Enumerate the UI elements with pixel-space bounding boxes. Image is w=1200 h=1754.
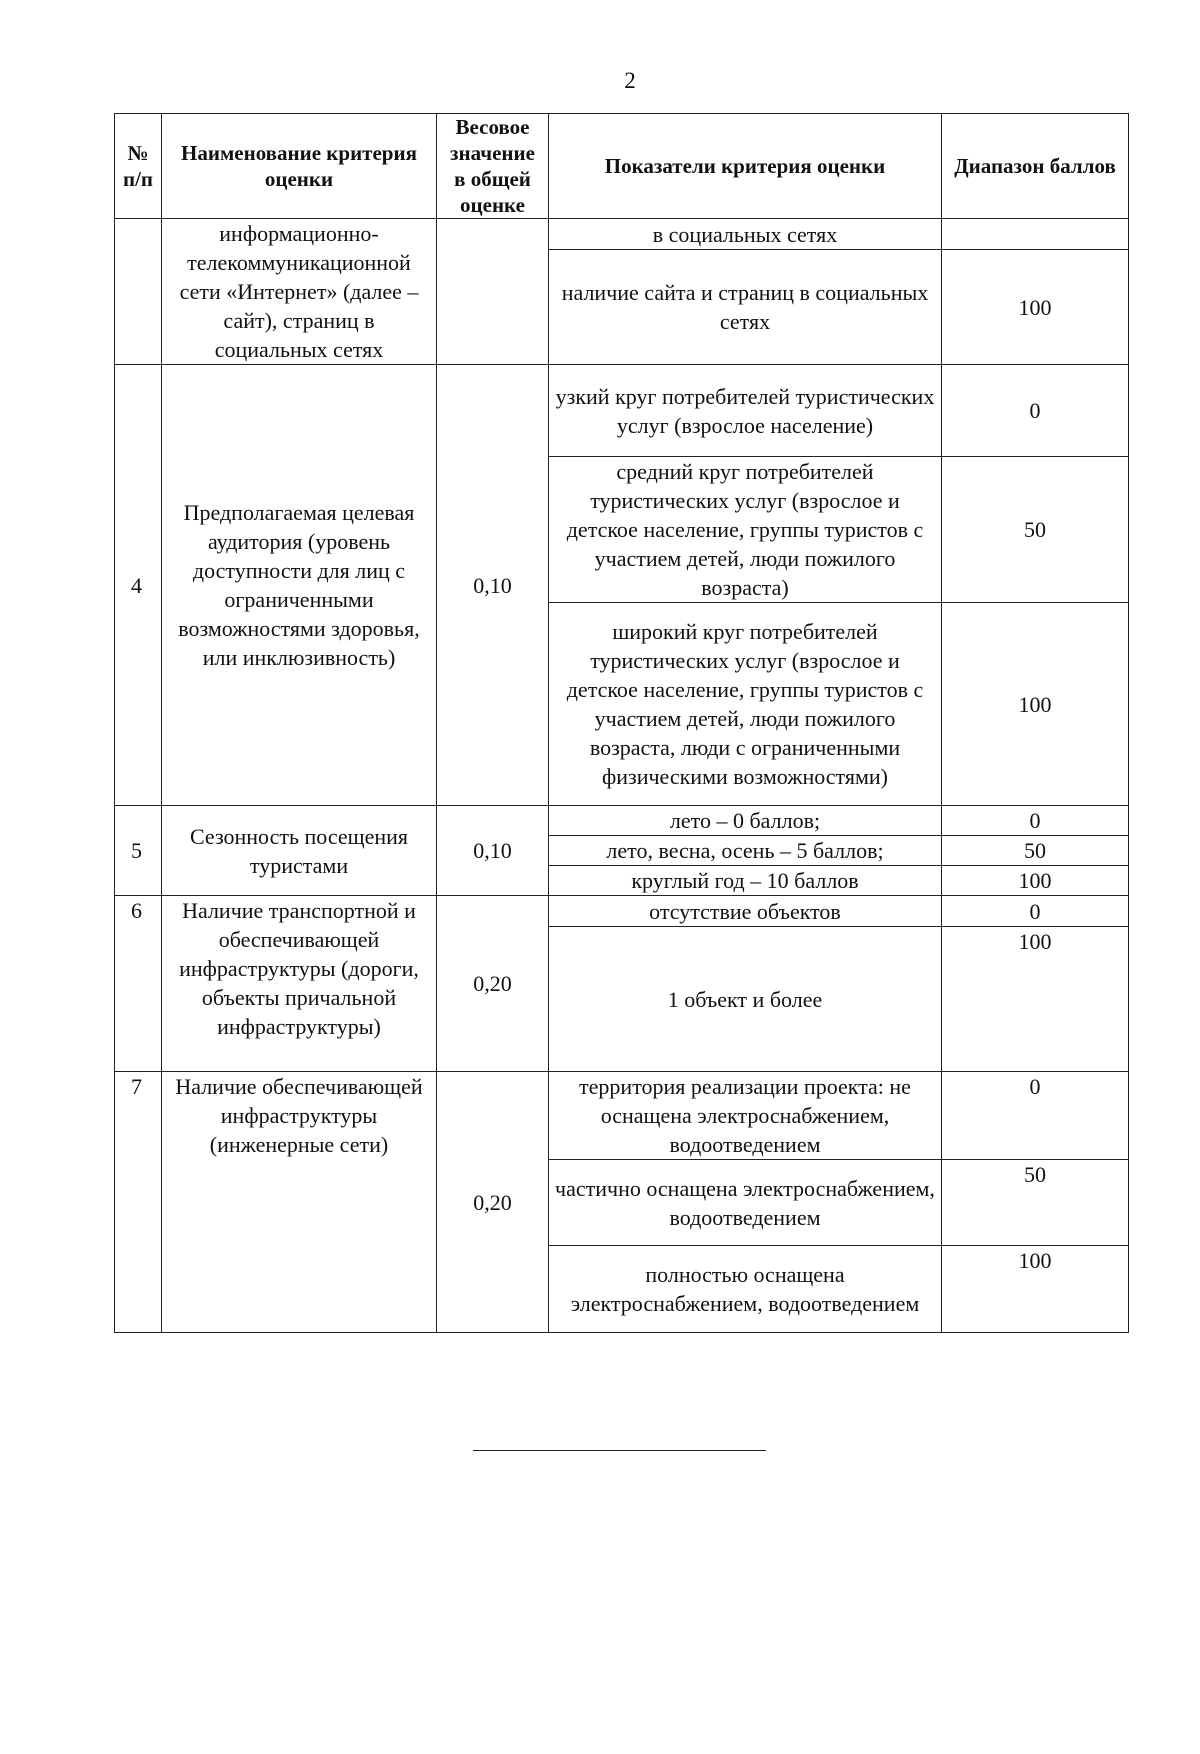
header-num: № п/п bbox=[115, 114, 162, 219]
row-4-score-1: 0 bbox=[942, 365, 1129, 457]
table-row bbox=[115, 806, 1129, 836]
row-5-weight: 0,10 bbox=[437, 806, 549, 896]
row-7-indicator-2: частично оснащена электроснабжением, водоотведением bbox=[549, 1160, 942, 1246]
row-5-indicator-1: лето – 0 баллов; bbox=[549, 806, 942, 836]
row-4-score-3: 100 bbox=[942, 603, 1129, 806]
row-cont-name: информационно-телекоммуникационной сети «Интернет» (далее – сайт), страниц в социальных сетях bbox=[162, 219, 437, 365]
criteria-table bbox=[114, 113, 1129, 1333]
header-indicators: Показатели критерия оценки bbox=[549, 114, 942, 219]
row-5-indicator-2: лето, весна, осень – 5 баллов; bbox=[549, 836, 942, 866]
table-row bbox=[115, 219, 1129, 250]
row-6-indicator-2: 1 объект и более bbox=[549, 927, 942, 1072]
row-5-score-2: 50 bbox=[942, 836, 1129, 866]
row-4-weight: 0,10 bbox=[437, 365, 549, 806]
row-5-indicator-3: круглый год – 10 баллов bbox=[549, 866, 942, 896]
row-cont-indicator-2: наличие сайта и страниц в социальных сетях bbox=[549, 250, 942, 365]
row-6-name: Наличие транспортной и обеспечивающей инфраструктуры (дороги, объекты причальной инфраструктуры) bbox=[162, 896, 437, 1072]
row-5-name: Сезонность посещения туристами bbox=[162, 806, 437, 896]
row-7-score-3: 100 bbox=[942, 1246, 1129, 1333]
table-row bbox=[115, 365, 1129, 457]
header-name: Наименование критерия оценки bbox=[162, 114, 437, 219]
row-5-num: 5 bbox=[115, 806, 162, 896]
row-4-num: 4 bbox=[115, 365, 162, 806]
header-range: Диапазон баллов bbox=[942, 114, 1129, 219]
row-7-score-1: 0 bbox=[942, 1072, 1129, 1160]
row-cont-indicator-1: в социальных сетях bbox=[549, 219, 942, 250]
table-header-row bbox=[115, 114, 1129, 219]
row-4-indicator-1: узкий круг потребителей туристических услуг (взрослое население) bbox=[549, 365, 942, 457]
row-7-score-2: 50 bbox=[942, 1160, 1129, 1246]
row-6-score-1: 0 bbox=[942, 896, 1129, 927]
row-7-weight: 0,20 bbox=[437, 1072, 549, 1333]
row-6-num: 6 bbox=[115, 896, 162, 1072]
row-cont-weight bbox=[437, 219, 549, 365]
row-5-score-3: 100 bbox=[942, 866, 1129, 896]
row-cont-num bbox=[115, 219, 162, 365]
row-5-score-1: 0 bbox=[942, 806, 1129, 836]
row-4-indicator-2: средний круг потребителей туристических услуг (взрослое и детское население, группы туристов с участием детей, люди пожилого возраста) bbox=[549, 457, 942, 603]
row-4-score-2: 50 bbox=[942, 457, 1129, 603]
footer-separator-line bbox=[473, 1450, 766, 1451]
row-4-name: Предполагаемая целевая аудитория (уровень доступности для лиц с ограниченными возможностями здоровья, или инклюзивность) bbox=[162, 365, 437, 806]
row-4-indicator-3: широкий круг потребителей туристических услуг (взрослое и детское население, группы туристов с участием детей, люди пожилого возраста, люди с ограниченными физическими возможностями) bbox=[549, 603, 942, 806]
row-7-num: 7 bbox=[115, 1072, 162, 1333]
row-6-weight: 0,20 bbox=[437, 896, 549, 1072]
table-row bbox=[115, 896, 1129, 927]
row-7-indicator-1: территория реализации проекта: не оснащена электроснабжением, водоотведением bbox=[549, 1072, 942, 1160]
page-number: 2 bbox=[624, 68, 636, 93]
row-cont-score-2: 100 bbox=[942, 250, 1129, 365]
row-6-score-2: 100 bbox=[942, 927, 1129, 1072]
row-7-name: Наличие обеспечивающей инфраструктуры (инженерные сети) bbox=[162, 1072, 437, 1333]
table-row bbox=[115, 1072, 1129, 1160]
row-cont-score-1 bbox=[942, 219, 1129, 250]
row-7-indicator-3: полностью оснащена электроснабжением, водоотведением bbox=[549, 1246, 942, 1333]
header-weight: Весовое значение в общей оценке bbox=[437, 114, 549, 219]
row-6-indicator-1: отсутствие объектов bbox=[549, 896, 942, 927]
